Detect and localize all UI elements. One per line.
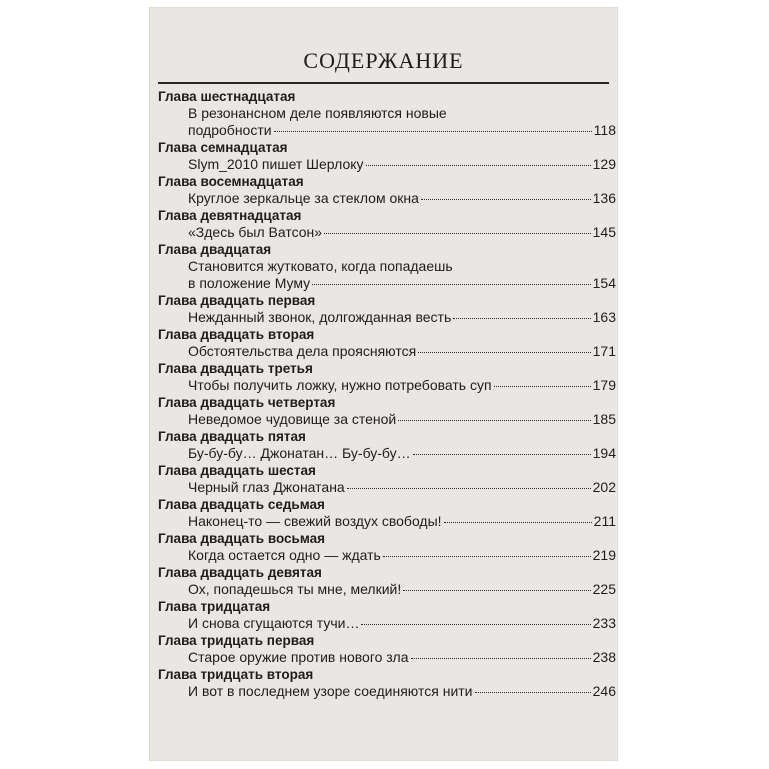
- toc-entry: [158, 292, 616, 326]
- toc-entry: [158, 394, 616, 428]
- dot-leader: [366, 165, 591, 166]
- page-number: 118: [593, 122, 616, 138]
- chapter-title-line: [158, 275, 616, 292]
- chapter-heading: Глава двадцать седьмая: [158, 497, 325, 512]
- chapter-heading: Глава тридцать вторая: [158, 667, 314, 682]
- chapter-heading: Глава двадцать восьмая: [158, 531, 326, 546]
- chapter-title: Черный глаз Джонатана: [188, 479, 345, 495]
- page-number: 238: [592, 649, 616, 665]
- page-number: 145: [592, 224, 616, 240]
- toc-entry: [158, 530, 616, 564]
- chapter-title: Бу-бу-бу… Джонатан… Бу-бу-бу…: [188, 445, 411, 461]
- dot-leader: [413, 454, 591, 455]
- page-number: 163: [592, 309, 616, 325]
- chapter-title: Становится жутковато, когда попадаешь: [188, 258, 453, 274]
- dot-leader: [421, 199, 591, 200]
- chapter-heading: Глава двадцатая: [158, 242, 272, 257]
- toc-entry: [158, 360, 616, 394]
- toc-entry: [158, 496, 616, 530]
- toc-entry: [158, 598, 616, 632]
- chapter-title-line: [158, 343, 616, 360]
- table-of-contents: [158, 88, 616, 700]
- page-number: 154: [592, 275, 616, 291]
- page-number: 194: [592, 445, 616, 461]
- chapter-title-line: [158, 649, 616, 666]
- toc-entry: [158, 207, 616, 241]
- dot-leader: [418, 352, 590, 353]
- toc-entry: [158, 462, 616, 496]
- page-number: 211: [593, 513, 616, 529]
- title-rule: [158, 82, 609, 84]
- dot-leader: [312, 284, 590, 285]
- page-title: СОДЕРЖАНИЕ: [303, 48, 464, 73]
- chapter-title-line: [158, 105, 616, 122]
- chapter-title: Нежданный звонок, долгожданная весть: [188, 309, 452, 325]
- chapter-title: подробности: [188, 122, 272, 138]
- chapter-title: в положение Муму: [188, 275, 311, 291]
- chapter-title-line: [158, 411, 616, 428]
- page-number: 219: [592, 547, 616, 563]
- dot-leader: [411, 658, 591, 659]
- toc-entry: [158, 428, 616, 462]
- chapter-title: Неведомое чудовище за стеной: [188, 411, 397, 427]
- chapter-title: Обстоятельства дела проясняются: [188, 343, 417, 359]
- chapter-title-line: [158, 122, 616, 139]
- dot-leader: [444, 522, 592, 523]
- dot-leader: [403, 590, 590, 591]
- chapter-heading: Глава восемнадцатая: [158, 174, 304, 189]
- chapter-title-line: [158, 615, 616, 632]
- chapter-heading: Глава тридцать первая: [158, 633, 315, 648]
- page-number: 202: [592, 479, 616, 495]
- chapter-heading: Глава девятнадцатая: [158, 208, 302, 223]
- dot-leader: [361, 624, 590, 625]
- chapter-heading: Глава тридцатая: [158, 599, 271, 614]
- chapter-heading: Глава двадцать первая: [158, 293, 316, 308]
- chapter-title-line: [158, 513, 616, 530]
- dot-leader: [398, 420, 590, 421]
- page-number: 185: [592, 411, 616, 427]
- toc-entry: [158, 666, 616, 700]
- toc-entry: [158, 326, 616, 360]
- dot-leader: [494, 386, 591, 387]
- toc-entry: [158, 139, 616, 173]
- chapter-heading: Глава двадцать четвертая: [158, 395, 336, 410]
- page-number: 136: [592, 190, 616, 206]
- chapter-title-line: [158, 309, 616, 326]
- chapter-title-line: [158, 190, 616, 207]
- chapter-title: Slym_2010 пишет Шерлоку: [188, 156, 364, 172]
- chapter-title: И вот в последнем узоре соединяются нити: [188, 683, 473, 699]
- page-number: 233: [592, 615, 616, 631]
- chapter-title-line: [158, 445, 616, 462]
- book-page: [150, 8, 617, 760]
- chapter-title: Круглое зеркальце за стеклом окна: [188, 190, 419, 206]
- dot-leader: [475, 692, 591, 693]
- chapter-heading: Глава шестнадцатая: [158, 89, 296, 104]
- page-number: 171: [592, 343, 616, 359]
- chapter-heading: Глава двадцать третья: [158, 361, 313, 376]
- chapter-title: И снова сгущаются тучи…: [188, 615, 360, 631]
- toc-entry: [158, 632, 616, 666]
- chapter-heading: Глава двадцать вторая: [158, 327, 315, 342]
- toc-entry: [158, 564, 616, 598]
- chapter-heading: Глава семнадцатая: [158, 140, 288, 155]
- chapter-title-line: [158, 479, 616, 496]
- chapter-title-line: [158, 156, 616, 173]
- page-number: 246: [592, 683, 616, 699]
- page-number: 225: [592, 581, 616, 597]
- chapter-title: «Здесь был Ватсон»: [188, 224, 323, 240]
- toc-entry: [158, 88, 616, 139]
- dot-leader: [324, 233, 591, 234]
- dot-leader: [347, 488, 591, 489]
- chapter-title-line: [158, 258, 616, 275]
- chapter-heading: Глава двадцать пятая: [158, 429, 306, 444]
- chapter-title-line: [158, 377, 616, 394]
- toc-entry: [158, 173, 616, 207]
- chapter-title: В резонансном деле появляются новые: [188, 105, 447, 121]
- page-number: 179: [592, 377, 616, 393]
- dot-leader: [453, 318, 590, 319]
- chapter-title-line: [158, 683, 616, 700]
- toc-entry: [158, 241, 616, 292]
- chapter-title-line: [158, 224, 616, 241]
- chapter-heading: Глава двадцать девятая: [158, 565, 322, 580]
- chapter-title: Наконец-то — свежий воздух свободы!: [188, 513, 442, 529]
- page-number: 129: [592, 156, 616, 172]
- chapter-title-line: [158, 581, 616, 598]
- chapter-title: Чтобы получить ложку, нужно потребовать суп: [188, 377, 492, 393]
- chapter-title: Старое оружие против нового зла: [188, 649, 409, 665]
- chapter-title: Когда остается одно — ждать: [188, 547, 381, 563]
- dot-leader: [383, 556, 591, 557]
- chapter-title-line: [158, 547, 616, 564]
- chapter-heading: Глава двадцать шестая: [158, 463, 316, 478]
- chapter-title: Ох, попадешься ты мне, мелкий!: [188, 581, 402, 597]
- dot-leader: [274, 131, 592, 132]
